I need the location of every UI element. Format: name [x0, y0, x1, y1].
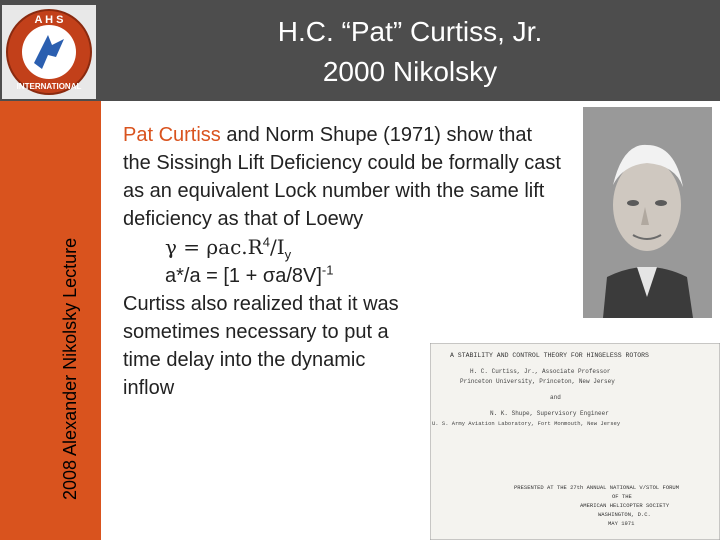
- lecture-label: 2008 Alexander Nikolsky Lecture: [60, 237, 80, 500]
- slide-title: [140, 12, 680, 92]
- equation-1-mid: /I: [269, 235, 285, 259]
- paper-author-2: N. K. Shupe, Supervisory Engineer: [490, 410, 609, 417]
- highlight-name: Pat Curtiss: [123, 124, 221, 146]
- svg-text:INTERNATIONAL: INTERNATIONAL: [16, 82, 82, 91]
- paper-affiliation-1: Princeton University, Princeton, New Jersey: [460, 378, 615, 385]
- title-line-1: H.C. “Pat” Curtiss, Jr.: [277, 16, 543, 47]
- paragraph-1: [123, 121, 563, 233]
- equation-1-sup: 4: [262, 234, 270, 250]
- portrait-photo: [583, 107, 712, 318]
- paper-presented-2: OF THE: [612, 493, 632, 500]
- ahs-logo: [2, 5, 96, 99]
- equation-2-lhs: a*/a = [1 + σa/8V]: [165, 265, 322, 287]
- paper-presented-3: AMERICAN HELICOPTER SOCIETY: [580, 502, 670, 509]
- header-bar: [0, 0, 720, 101]
- paper-author-1: H. C. Curtiss, Jr., Associate Professor: [470, 368, 611, 375]
- paragraph-1-text: and Norm Shupe (1971) show that the Sissingh Lift Deficiency could be formally cast as an equivalent Lock number with the same lift deficiency as that of Loewy: [123, 124, 561, 230]
- sidebar-band: [0, 101, 101, 540]
- paragraph-2: Curtiss also realized that it was sometimes necessary to put a time delay into the dynamic inflow: [123, 293, 399, 399]
- title-line-2: 2000 Nikolsky: [322, 56, 498, 87]
- paper-presented-5: MAY 1971: [608, 520, 635, 527]
- equation-1-lhs: γ = ρac.R: [165, 235, 263, 259]
- paper-presented-1: PRESENTED AT THE 27th ANNUAL NATIONAL V/STOL FORUM: [514, 484, 680, 491]
- paper-presented-4: WASHINGTON, D.C.: [598, 511, 651, 518]
- paper-title: A STABILITY AND CONTROL THEORY FOR HINGELESS ROTORS: [450, 352, 649, 359]
- equation-2-sup: -1: [321, 262, 334, 278]
- paper-and: and: [550, 394, 561, 401]
- equation-lift-deficiency: [123, 262, 563, 290]
- equation-lock-number: [123, 233, 563, 262]
- paper-affiliation-2: U. S. Army Aviation Laboratory, Fort Monmouth, New Jersey: [432, 420, 621, 427]
- paper-title-page: [430, 343, 720, 540]
- svg-text:A H S: A H S: [34, 14, 64, 26]
- equation-1-sub: y: [284, 247, 292, 262]
